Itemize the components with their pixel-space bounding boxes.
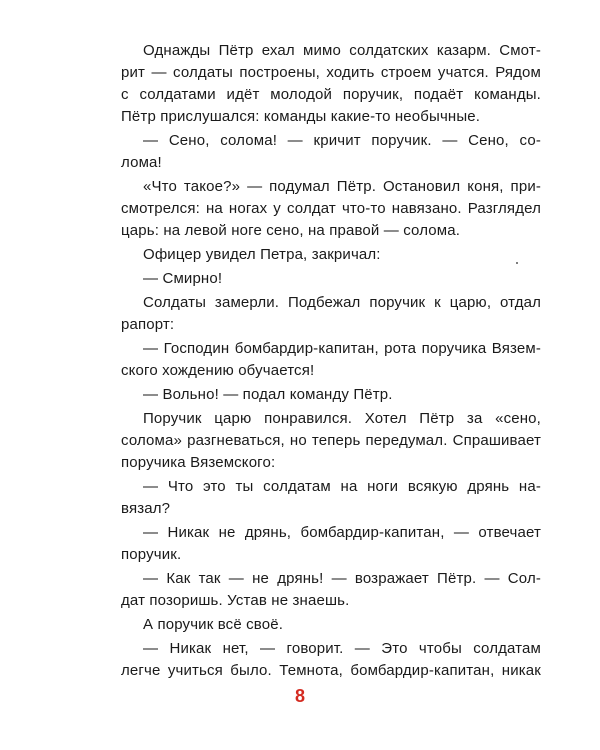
text-line: дат позоришь. Устав не знаешь. bbox=[121, 592, 350, 609]
text-line: Пётр прислушался: команды какие-то необычные. bbox=[121, 108, 481, 125]
text-line: с солдатами идёт молодой поручик, подаёт команды. bbox=[121, 86, 541, 103]
text-line: Солдаты замерли. Подбежал поручик к царю, отдал bbox=[143, 294, 541, 311]
page-text bbox=[121, 40, 541, 682]
text-line: царь: на левой ноге сено, на правой — солома. bbox=[121, 222, 461, 239]
print-speck bbox=[516, 262, 518, 264]
text-line: — Вольно! — подал команду Пётр. bbox=[143, 386, 393, 403]
text-line: Однажды Пётр ехал мимо солдатских казарм. Смот- bbox=[143, 42, 541, 59]
text-line: вязал? bbox=[121, 500, 171, 517]
text-line: рапорт: bbox=[121, 316, 175, 333]
text-line: — Как так — не дрянь! — возражает Пётр. — Сол- bbox=[143, 570, 541, 587]
text-line: — Никак нет, — говорит. — Это чтобы солдатам bbox=[143, 640, 541, 657]
text-line: рит — солдаты построены, ходить строем учатся. Рядом bbox=[121, 64, 541, 81]
text-line: смотрелся: на ногах у солдат что-то навязано. Разглядел bbox=[121, 200, 541, 217]
text-line: легче учиться было. Темнота, бомбардир-капитан, никак bbox=[121, 662, 541, 679]
text-line: солома» разгневаться, но теперь передумал. Спрашивает bbox=[121, 432, 541, 449]
text-line: — Никак не дрянь, бомбардир-капитан, — отвечает bbox=[143, 524, 541, 541]
text-line: ского хождению обучается! bbox=[121, 362, 315, 379]
text-line: поручик. bbox=[121, 546, 182, 563]
text-line: лома! bbox=[121, 154, 162, 171]
text-line: — Господин бомбардир-капитан, рота поручика Вязем- bbox=[143, 340, 541, 357]
page-number: 8 bbox=[294, 686, 305, 706]
text-line: «Что такое?» — подумал Пётр. Остановил коня, при- bbox=[143, 178, 541, 195]
text-line: Офицер увидел Петра, закричал: bbox=[143, 246, 381, 263]
text-line: поручика Вяземского: bbox=[121, 454, 276, 471]
text-line: — Смирно! bbox=[143, 270, 223, 287]
text-line: Поручик царю понравился. Хотел Пётр за «сено, bbox=[143, 410, 541, 427]
text-line: — Что это ты солдатам на ноги всякую дрянь на- bbox=[143, 478, 541, 495]
text-line: — Сено, солома! — кричит поручик. — Сено, со- bbox=[143, 132, 541, 149]
text-line: А поручик всё своё. bbox=[143, 616, 284, 633]
